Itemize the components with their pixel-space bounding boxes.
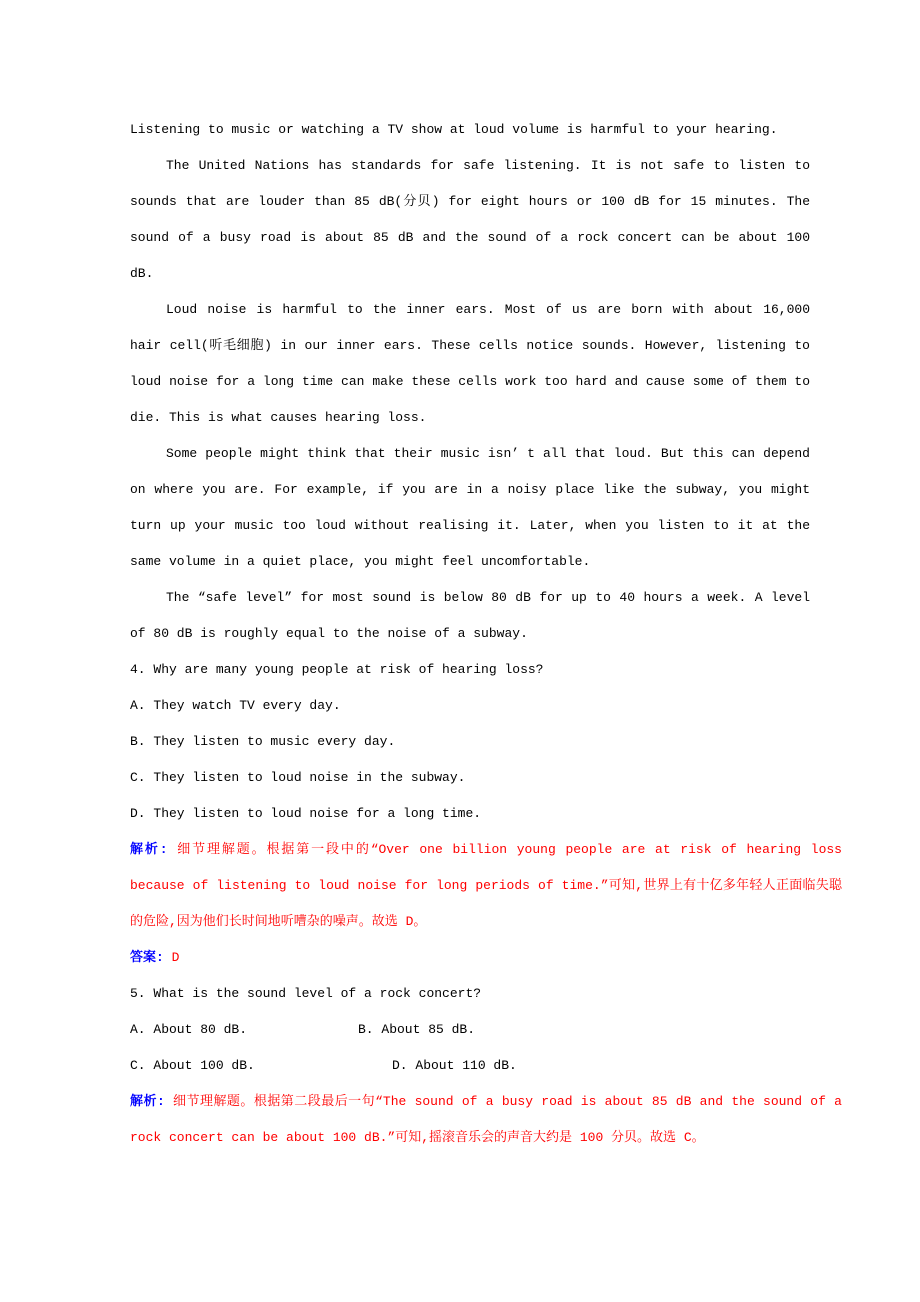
question-4-option-b: B. They listen to music every day. (130, 734, 396, 749)
answer-label: 答案: (130, 950, 164, 965)
question-5-option-c: C. About 100 dB. (130, 1058, 255, 1073)
question-4-block (130, 652, 842, 976)
question-5-options-row-2 (130, 1048, 810, 1084)
question-5-block (130, 976, 842, 1156)
question-4-option-a: A. They watch TV every day. (130, 698, 341, 713)
analysis-label: 解析: (130, 842, 168, 857)
question-5-options-row-1 (130, 1012, 810, 1048)
passage-paragraph-1: Listening to music or watching a TV show at loud volume is harmful to your hearing. (130, 122, 778, 137)
passage-paragraph-5: The “safe level” for most sound is below 80 dB for up to 40 hours a week. A level of 80 dB is roughly equal to the noise of a subway. (130, 590, 810, 641)
analysis-text: 细节理解题。根据第二段最后一句“The sound of a busy road is about 85 dB and the sound of a rock concert can be about 100 dB.”可知,摇滚音乐会的声音大约是 100 分贝。故选 C。 (130, 1094, 842, 1145)
question-5-option-d: D. About 110 dB. (392, 1058, 517, 1073)
passage-paragraph-2: The United Nations has standards for safe listening. It is not safe to listen to sounds that are louder than 85 dB(分贝) for eight hours or 100 dB for 15 minutes. The sound of a busy road is about 85 dB and the sound of a rock concert can be about 100 dB. (130, 158, 810, 281)
passage-paragraph-3: Loud noise is harmful to the inner ears. Most of us are born with about 16,000 hair cell(听毛细胞) in our inner ears. These cells notice sounds. However, listening to loud noise for a long time can make these cells work too hard and cause some of them to die. This is what causes hearing loss. (130, 302, 810, 425)
reading-passage (130, 112, 810, 652)
question-4-answer (130, 940, 810, 976)
question-5-option-b: B. About 85 dB. (358, 1022, 476, 1037)
analysis-label: 解析: (130, 1094, 165, 1109)
question-5-analysis (130, 1084, 842, 1156)
question-4-text: 4. Why are many young people at risk of hearing loss? (130, 662, 544, 677)
answer-value: D (171, 950, 180, 965)
question-5-text: 5. What is the sound level of a rock concert? (130, 986, 482, 1001)
question-4-option-c: C. They listen to loud noise in the subway. (130, 770, 466, 785)
analysis-text: 细节理解题。根据第一段中的“Over one billion young people are at risk of hearing loss because of listening to loud noise for long periods of time.”可知,世界上有十亿多年轻人正面临失聪的危险,因为他们长时间地听嘈杂的噪声。故选 D。 (130, 842, 842, 929)
passage-paragraph-4: Some people might think that their music isn’ t all that loud. But this can depend on where you are. For example, if you are in a noisy place like the subway, you might turn up your music too loud without realising it. Later, when you listen to it at the same volume in a quiet place, you might feel uncomfortable. (130, 446, 810, 569)
question-5-option-a: A. About 80 dB. (130, 1022, 248, 1037)
question-4-option-d: D. They listen to loud noise for a long time. (130, 806, 482, 821)
question-4-analysis (130, 832, 842, 940)
